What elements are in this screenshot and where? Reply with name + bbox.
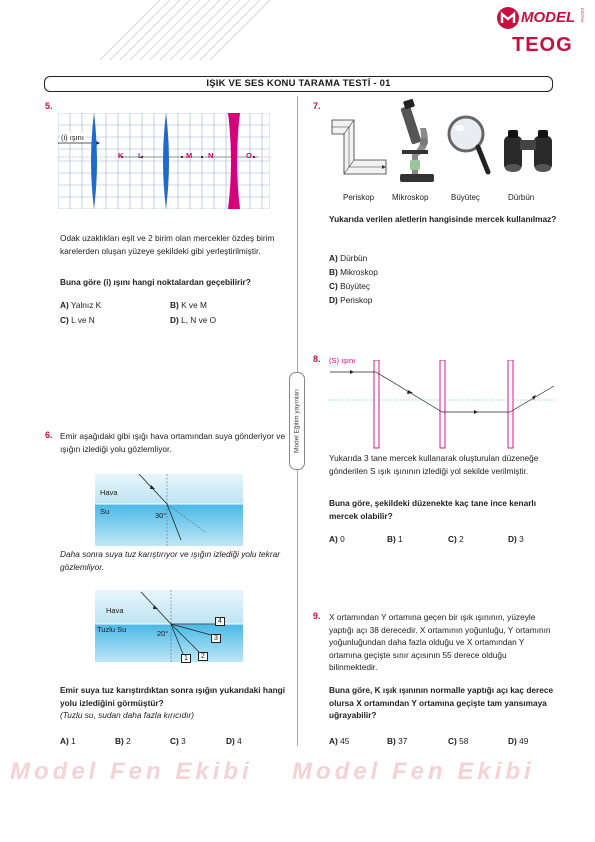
q9-option-d[interactable]: D) 49 — [508, 736, 529, 746]
q7-label-binoculars: Dürbün — [508, 193, 535, 202]
q6-fig1-water: Su — [100, 507, 110, 516]
q6-text: Emir aşağıdaki gibi ışığı hava ortamından suya gönderiyor ve ışığın izlediği yolu gözlemliyor. — [60, 431, 286, 454]
q8-option-c[interactable]: C) 2 — [448, 534, 464, 544]
q7-option-a[interactable]: A) Dürbün — [329, 253, 368, 263]
q6-fig2-angle: 20° — [157, 629, 169, 638]
series-name: TEOG — [512, 34, 573, 56]
q6-number: 6. — [45, 430, 53, 440]
q9-option-c[interactable]: C) 58 — [448, 736, 469, 746]
q9-question: Buna göre, K ışık ışınının normalle yaptığı açı kaç derece olursa X ortamından Y ortamına geçişte tam yansımaya uğrayabilir? — [329, 685, 554, 720]
q6-path-2: 2 — [198, 652, 208, 661]
header-stripes — [0, 0, 300, 60]
q8-text: Yukarıda 3 tane mercek kullanarak oluşturulan düzeneğe gönderilen S ışık ışınının izlediği yol sekilde verilmiştir. — [329, 453, 539, 476]
microscope-icon — [392, 98, 440, 184]
q8-lens-setup — [328, 360, 556, 450]
q6-option-a[interactable]: A) 1 — [60, 736, 76, 746]
brand-name: MODEL — [521, 9, 576, 26]
brand-icon — [496, 6, 520, 30]
q6-fig1-air: Hava — [100, 488, 118, 497]
q6-fig2-water: Tuzlu Su — [97, 625, 127, 634]
q6-path-4: 4 — [215, 617, 225, 626]
q6-question: Emir suya tuz karıştırdıktan sonra ışığın yukarıdaki hangi yolu izlediğini görmüştür? — [60, 685, 286, 708]
q9-option-a[interactable]: A) 45 — [329, 736, 350, 746]
q6-path-1: 1 — [181, 654, 191, 663]
q6-middle-text: Daha sonra suya tuz karıştırıyor ve ışığın izlediği yolu tekrar gözlemliyor. — [60, 549, 280, 572]
q5-point-k: K — [118, 151, 124, 160]
q6-option-b[interactable]: B) 2 — [115, 736, 131, 746]
q8-question: Buna göre, şekildeki düzenekte kaç tane ince kenarlı mercek olabilir? — [329, 498, 537, 521]
q6-fig2-air: Hava — [106, 606, 124, 615]
q8-option-b[interactable]: B) 1 — [387, 534, 403, 544]
q6-option-c[interactable]: C) 3 — [170, 736, 186, 746]
q5-point-m: M — [186, 151, 193, 160]
q9-number: 9. — [313, 611, 321, 621]
q6-note: (Tuzlu su, sudan daha fazla kırıcıdır) — [60, 710, 195, 720]
brand-logo — [496, 6, 592, 62]
q6-figure-1 — [95, 474, 243, 546]
q7-number: 7. — [313, 101, 321, 111]
footer-watermark-right: Model Fen Ekibi — [292, 758, 535, 785]
q6-option-d[interactable]: D) 4 — [226, 736, 242, 746]
q9-option-b[interactable]: B) 37 — [387, 736, 408, 746]
q7-option-d[interactable]: D) Periskop — [329, 295, 373, 305]
q8-ray-label: (S) ışını — [329, 356, 356, 365]
q7-question: Yukarıda verilen aletlerin hangisinde mercek kullanılmaz? — [329, 214, 557, 224]
q5-text: Odak uzaklıkları eşit ve 2 birim olan mercekler özdeş birim karelerden oluşan yüzeye şekildeki gibi yerleştirilmiştir. — [60, 233, 275, 256]
q6-path-3: 3 — [211, 634, 221, 643]
magnifier-icon — [446, 114, 492, 178]
q5-lens-grid — [58, 113, 270, 209]
binoculars-icon — [500, 128, 558, 174]
side-brand: Model Eğitim yayınları — [289, 372, 305, 470]
q8-number: 8. — [313, 354, 321, 364]
q8-option-a[interactable]: A) 0 — [329, 534, 345, 544]
brand-small: EĞİTİM — [580, 8, 585, 22]
periscope-icon — [330, 110, 390, 182]
q9-text: X ortamından Y ortamına geçen bir ışık ışınının, yüzeyle yaptığı açı 38 derecedir. X ortamının yoğunluğu, Y ortamının yoğunluğundan daha fazla olduğu ve X ortamından Y ortamına geçişte sınır açısının 55 derece olduğu bilinmektedir. — [329, 612, 551, 672]
q7-label-periscope: Periskop — [343, 193, 375, 202]
q7-option-b[interactable]: B) Mikroskop — [329, 267, 378, 277]
q5-option-d[interactable]: D) L, N ve O — [170, 315, 217, 325]
q6-fig1-angle: 30° — [155, 511, 167, 520]
footer-watermark-left: Model Fen Ekibi — [10, 758, 253, 785]
q7-label-magnifier: Büyüteç — [451, 193, 480, 202]
q5-number: 5. — [45, 101, 53, 111]
page-title: IŞIK VE SES KONU TARAMA TESTİ - 01 — [44, 76, 553, 92]
q5-point-l: L — [138, 151, 143, 160]
q8-option-d[interactable]: D) 3 — [508, 534, 524, 544]
q5-ray-label: (i) ışını — [61, 133, 84, 142]
q5-option-a[interactable]: A) Yalnız K — [60, 300, 102, 310]
q5-point-n: N — [208, 151, 214, 160]
q7-option-c[interactable]: C) Büyüteç — [329, 281, 371, 291]
q5-question: Buna göre (i) ışını hangi noktalardan geçebilirir? — [60, 277, 251, 287]
q5-point-o: O — [246, 151, 252, 160]
q7-label-microscope: Mikroskop — [392, 193, 429, 202]
q5-option-b[interactable]: B) K ve M — [170, 300, 207, 310]
q5-option-c[interactable]: C) L ve N — [60, 315, 95, 325]
